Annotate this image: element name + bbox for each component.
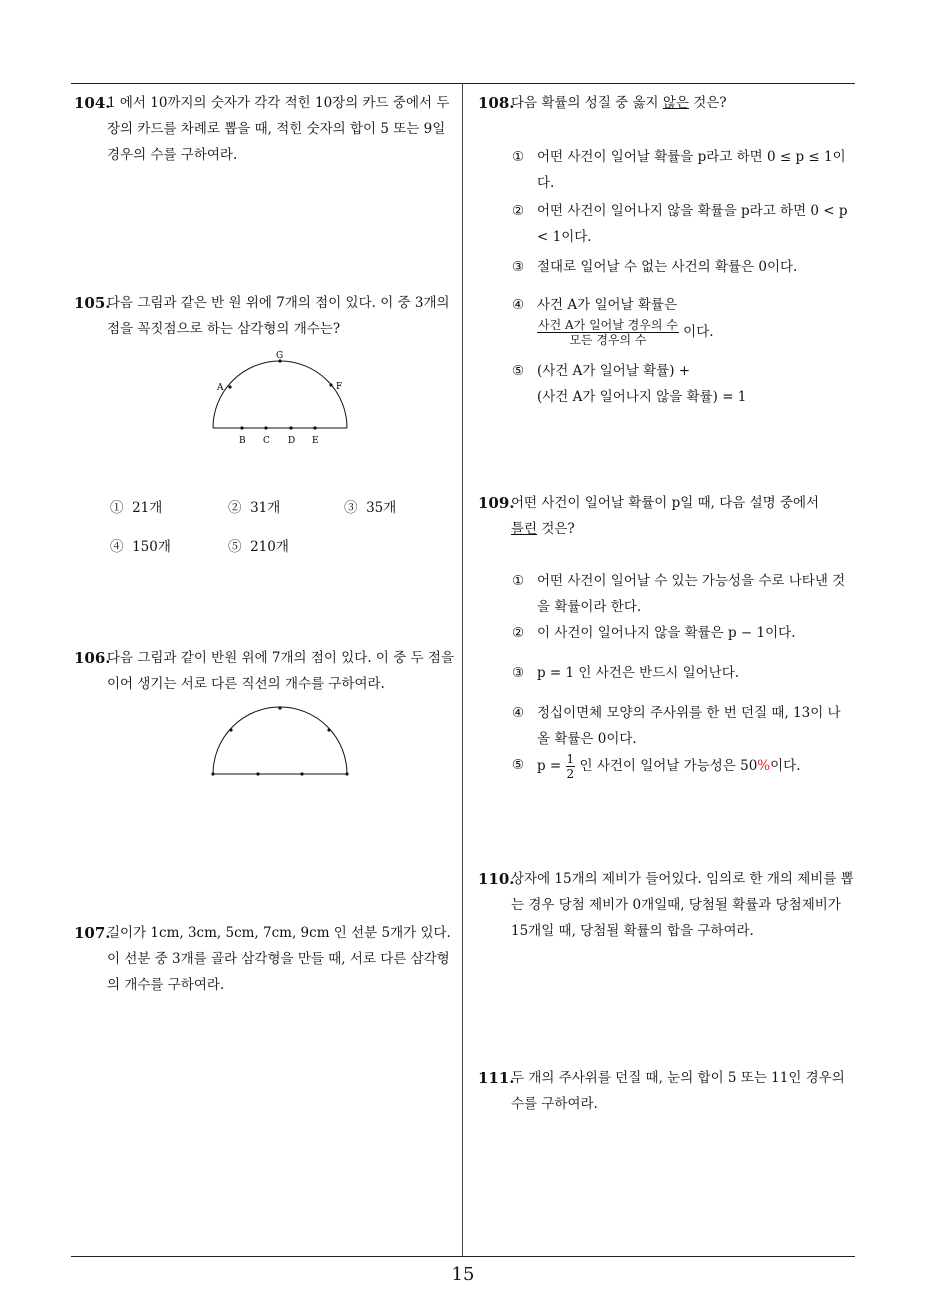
- option-3[interactable]: ③ 절대로 일어날 수 없는 사건의 확률은 0이다.: [512, 259, 798, 275]
- label-C: C: [263, 436, 270, 446]
- question-number: 104.: [74, 94, 111, 112]
- question-number: 108.: [478, 94, 515, 112]
- point-A: [228, 385, 231, 388]
- option-4[interactable]: ④ 사건 A가 일어날 확률은 $\frac{\text{사건 A가 일어날 경우의 수}}{\text{모든 경우의 수}}$ 이다.: [512, 297, 714, 347]
- label-G: G: [276, 351, 284, 361]
- question-text: 다음 확률의 성질 중 옳지 않은 것은?: [511, 95, 727, 111]
- question-text: 다음 그림과 같이 반원 위에 7개의 점이 있다. 이 중 두 점을 이어 생기는 서로 다른 직선의 개수를 구하여라.: [107, 650, 454, 692]
- question-text: 다음 그림과 같은 반 원 위에 7개의 점이 있다. 이 중 3개의 점을 꼭짓점으로 하는 삼각형의 개수는?: [107, 295, 450, 337]
- question-105: [74, 290, 458, 342]
- semicircle-figure: [200, 700, 360, 785]
- choice-1[interactable]: ① 21개: [110, 500, 163, 516]
- label-E: E: [312, 436, 319, 446]
- question-text: 1 에서 10까지의 숫자가 각각 적힌 10장의 카드 중에서 두 장의 카드를 차례로 뽑을 때, 적힌 숫자의 합이 5 또는 9일 경우의 수를 구하여라.: [107, 95, 450, 163]
- question-number: 105.: [74, 294, 111, 312]
- point-B: [240, 426, 243, 429]
- option-3[interactable]: ③ p = 1 인 사건은 반드시 일어난다.: [512, 665, 740, 681]
- choice-3[interactable]: ③ 35개: [344, 500, 397, 516]
- question-number: 107.: [74, 924, 111, 942]
- question-number: 110.: [478, 870, 515, 888]
- question-text: 상자에 15개의 제비가 들어있다. 임의로 한 개의 제비를 뽑는 경우 당첨 제비가 0개일때, 당첨될 확률과 당첨제비가 15개일 때, 당첨될 확률의 합을 구하여라.: [511, 871, 854, 939]
- question-104: [74, 90, 458, 168]
- option-1[interactable]: ① 어떤 사건이 일어날 수 있는 가능성을 수로 나타낸 것을 확률이라 한다.: [512, 573, 846, 615]
- option-2[interactable]: ② 이 사건이 일어나지 않을 확률은 p − 1이다.: [512, 625, 796, 641]
- label-F: F: [336, 382, 343, 392]
- point-D: [289, 426, 292, 429]
- semicircle-figure-labeled: [200, 350, 360, 450]
- question-number: 109.: [478, 494, 515, 512]
- question-text: 두 개의 주사위를 던질 때, 눈의 합이 5 또는 11인 경우의 수를 구하여라.: [511, 1070, 845, 1112]
- choice-4[interactable]: ④ 150개: [110, 539, 171, 555]
- choice-2[interactable]: ② 31개: [228, 500, 281, 516]
- bottom-rule: [71, 1256, 855, 1257]
- point-F: [329, 383, 332, 386]
- probability-fraction: $\frac{\text{사건 A가 일어날 경우의 수}}{\text{모든 경우의 수}}$: [538, 318, 678, 347]
- half-fraction: $\frac{1}{2}$: [566, 752, 575, 781]
- question-108: [478, 90, 862, 116]
- choice-5[interactable]: ⑤ 210개: [228, 539, 289, 555]
- question-107: [74, 920, 458, 998]
- top-rule: [71, 83, 855, 84]
- question-109: [478, 490, 862, 542]
- question-number: 111.: [478, 1069, 515, 1087]
- option-5[interactable]: ⑤ (사건 A가 일어날 확률) + (사건 A가 일어나지 않을 확률) = 1: [512, 363, 747, 405]
- column-divider: [462, 83, 463, 1256]
- question-111: [478, 1065, 862, 1117]
- option-2[interactable]: ② 어떤 사건이 일어나지 않을 확률을 p라고 하면 0 < p < 1이다.: [512, 203, 848, 245]
- question-number: 106.: [74, 649, 111, 667]
- question-text: 어떤 사건이 일어날 확률이 p일 때, 다음 설명 중에서 틀린 것은?: [511, 495, 820, 537]
- page-number: 15: [451, 1264, 475, 1285]
- question-106: [74, 645, 458, 697]
- point-E: [313, 426, 316, 429]
- option-4[interactable]: ④ 정십이면체 모양의 주사위를 한 번 던질 때, 13이 나올 확률은 0이다.: [512, 705, 841, 747]
- option-5[interactable]: ⑤ p = $\frac{1}{2}$ 인 사건이 일어날 가능성은 50%이다.: [512, 752, 801, 781]
- point-C: [264, 426, 267, 429]
- question-text: 길이가 1cm, 3cm, 5cm, 7cm, 9cm 인 선분 5개가 있다. 이 선분 중 3개를 골라 삼각형을 만들 때, 서로 다른 삼각형의 개수를 구하여라.: [107, 925, 451, 993]
- label-D: D: [288, 436, 296, 446]
- label-B: B: [239, 436, 246, 446]
- question-110: [478, 866, 862, 944]
- label-A: A: [217, 383, 224, 393]
- option-1[interactable]: ① 어떤 사건이 일어날 확률을 p라고 하면 0 ≤ p ≤ 1이다.: [512, 149, 846, 191]
